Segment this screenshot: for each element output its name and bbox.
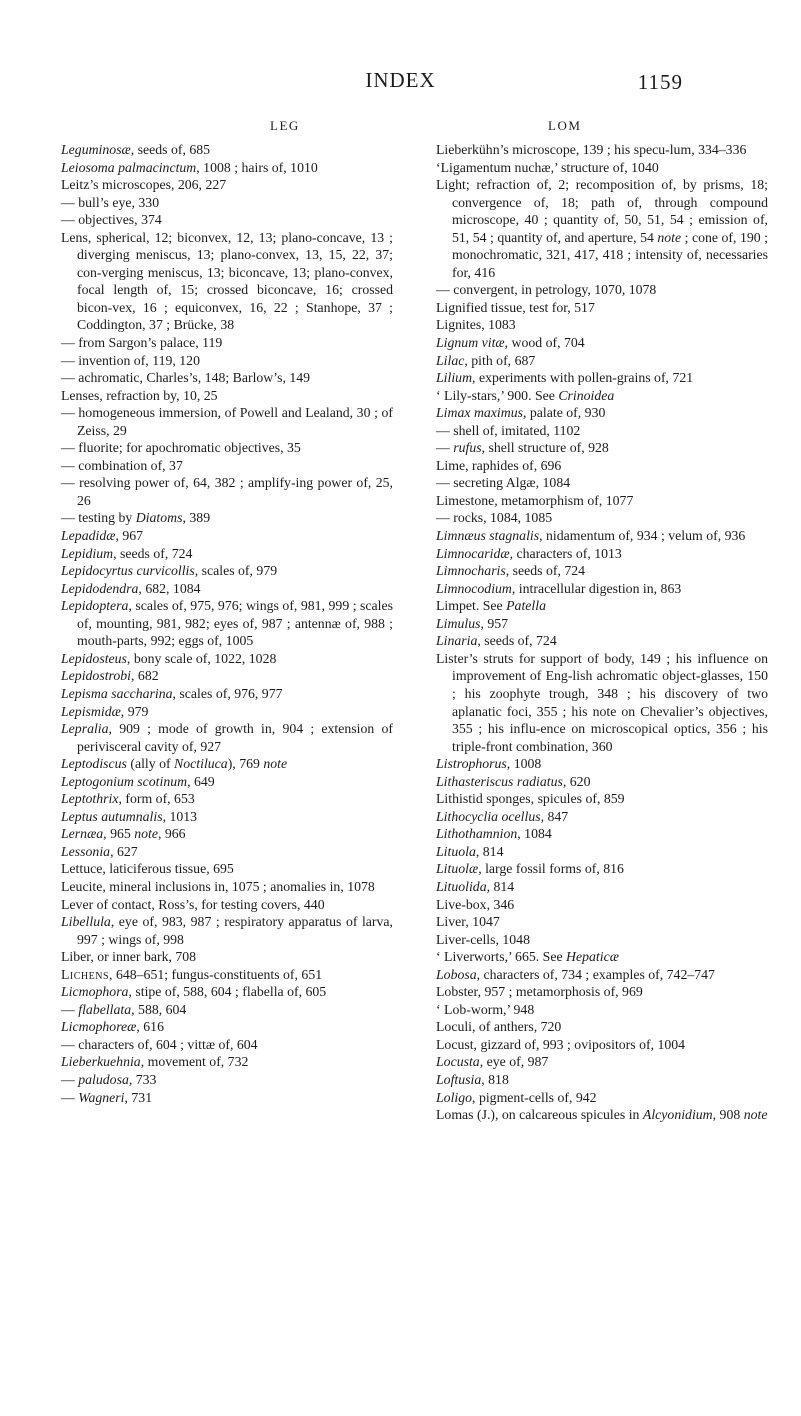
index-entry bbox=[436, 176, 768, 281]
entry-text: , 649 bbox=[187, 773, 215, 789]
entry-text: — combination of, 37 bbox=[61, 457, 183, 473]
entry-text: Lithistid sponges, spicules of, 859 bbox=[436, 791, 625, 807]
index-entry bbox=[436, 545, 768, 563]
index-entry bbox=[61, 913, 393, 948]
entry-italic-text: Libellula bbox=[61, 914, 111, 930]
entry-text: , pith of, 687 bbox=[464, 352, 536, 368]
entry-italic-text: Locusta bbox=[436, 1054, 480, 1070]
index-entry bbox=[436, 983, 768, 1001]
index-entry bbox=[61, 439, 393, 457]
entry-italic-text: Loligo bbox=[436, 1089, 473, 1105]
entry-italic-text: flabellata bbox=[78, 1001, 132, 1017]
entry-italic-text: Limnæus stagnalis bbox=[436, 528, 540, 544]
entry-text: , wood of, 704 bbox=[504, 335, 585, 351]
entry-italic-text: Lithocyclia ocellus bbox=[436, 808, 541, 824]
entry-text: , scales of, 979 bbox=[194, 563, 278, 579]
index-entry bbox=[61, 966, 393, 984]
entry-text: , seeds of, 724 bbox=[113, 545, 193, 561]
index-entry bbox=[436, 509, 768, 527]
index-entry bbox=[61, 334, 393, 352]
index-entry bbox=[61, 211, 393, 229]
entry-text: — bbox=[61, 1071, 79, 1087]
entry-text: , stipe of, 588, 604 ; flabella of, 605 bbox=[128, 984, 327, 1000]
entry-italic-text: Lituolida bbox=[436, 878, 487, 894]
entry-text: — objectives, 374 bbox=[61, 212, 162, 228]
entry-text: Lime, raphides of, 696 bbox=[436, 457, 562, 473]
entry-text: ), 769 bbox=[227, 756, 264, 772]
entry-italic-text: Lignum vitæ bbox=[436, 335, 505, 351]
index-entry bbox=[436, 316, 768, 334]
index-entry bbox=[436, 896, 768, 914]
entry-text: , 627 bbox=[110, 843, 138, 859]
entry-text: — bbox=[61, 1001, 79, 1017]
entry-text: ‘ Lily-stars,’ 900. See bbox=[436, 387, 559, 403]
entry-italic-text: Noctiluca bbox=[174, 756, 228, 772]
entry-text: Live-box, 346 bbox=[436, 896, 515, 912]
index-entry bbox=[61, 352, 393, 370]
entry-text: , 966 bbox=[157, 826, 186, 842]
entry-italic-text: Leptogonium scotinum bbox=[61, 773, 188, 789]
index-entry bbox=[436, 931, 768, 949]
index-column-left bbox=[61, 141, 393, 1106]
entry-text: — convergent, in petrology, 1070, 1078 bbox=[436, 282, 657, 298]
entry-italic-text: note bbox=[263, 756, 288, 772]
entry-text: Limestone, metamorphism of, 1077 bbox=[436, 492, 634, 508]
entry-text: Lenses, refraction by, 10, 25 bbox=[61, 387, 218, 403]
entry-text: — homogeneous immersion, of Powell and Lealand, 30 ; of Zeiss, 29 bbox=[61, 405, 393, 438]
catchword-left: LEG bbox=[270, 118, 300, 133]
entry-italic-text: Linaria bbox=[436, 633, 478, 649]
index-entry bbox=[436, 1053, 768, 1071]
entry-text: , 967 bbox=[115, 528, 144, 544]
entry-italic-text: Diatoms bbox=[135, 510, 183, 526]
entry-italic-text: Lieberkuehnia bbox=[61, 1054, 141, 1070]
index-entry bbox=[436, 439, 768, 457]
entry-italic-text: Loftusia bbox=[436, 1071, 482, 1087]
entry-text: , nidamentum of, 934 ; velum of, 936 bbox=[539, 528, 746, 544]
entry-text: — bull’s eye, 330 bbox=[61, 194, 160, 210]
entry-text: , 1084 bbox=[517, 826, 552, 842]
index-entry bbox=[61, 457, 393, 475]
entry-italic-text: Lepismidæ bbox=[61, 703, 121, 719]
entry-italic-text: Lernæa bbox=[61, 826, 104, 842]
running-head bbox=[0, 68, 801, 98]
index-entry bbox=[436, 352, 768, 370]
entry-italic-text: Leiosoma palmacinctum bbox=[61, 159, 197, 175]
entry-text: — testing by bbox=[61, 510, 136, 526]
index-entry bbox=[61, 790, 393, 808]
entry-text: , 1013 bbox=[162, 808, 198, 824]
entry-text: , characters of, 1013 bbox=[509, 545, 622, 561]
entry-text: , 818 bbox=[481, 1071, 509, 1087]
entry-text: , 682, 1084 bbox=[138, 580, 201, 596]
entry-text: , 1008 bbox=[506, 756, 542, 772]
entry-italic-text: Limax maximus bbox=[436, 405, 523, 421]
entry-text: Liver, 1047 bbox=[436, 914, 500, 930]
index-entry bbox=[436, 159, 768, 177]
index-entry bbox=[436, 913, 768, 931]
index-entry bbox=[436, 404, 768, 422]
entry-italic-text: Leptus autumnalis bbox=[61, 808, 163, 824]
entry-italic-text: Hepaticæ bbox=[566, 949, 619, 965]
entry-text: , 965 bbox=[103, 826, 135, 842]
entry-text: , 847 bbox=[540, 808, 569, 824]
index-entry bbox=[436, 650, 768, 755]
index-entry bbox=[436, 843, 768, 861]
entry-italic-text: Lepadidæ bbox=[61, 528, 116, 544]
entry-italic-text: Lepisma saccharina bbox=[61, 685, 173, 701]
index-entry bbox=[436, 457, 768, 475]
index-entry bbox=[61, 755, 393, 773]
index-entry bbox=[61, 667, 393, 685]
index-entry bbox=[61, 703, 393, 721]
entry-italic-text: Lobosa bbox=[436, 966, 477, 982]
index-entry bbox=[61, 159, 393, 177]
entry-text: ; cone of, 190 ; monochromatic, 321, 417, 418 ; intensity of, necessaries for, 416 bbox=[452, 229, 768, 280]
index-entry bbox=[61, 229, 393, 334]
index-entry bbox=[436, 422, 768, 440]
entry-text: , seeds of, 724 bbox=[505, 563, 586, 579]
entry-italic-text: note bbox=[134, 826, 158, 842]
index-entry bbox=[436, 773, 768, 791]
index-entry bbox=[436, 299, 768, 317]
index-entry bbox=[61, 176, 393, 194]
entry-text: Lieberkühn’s microscope, 139 ; his specu-lum, 334–336 bbox=[436, 142, 747, 157]
entry-text: , eye of, 983, 987 ; respiratory apparatus of larva, 997 ; wings of, 998 bbox=[77, 914, 393, 947]
entry-text: ‘Ligamentum nuchæ,’ structure of, 1040 bbox=[436, 159, 659, 175]
entry-italic-text: Leptodiscus bbox=[61, 756, 127, 772]
entry-text: — bbox=[61, 1089, 79, 1105]
index-entry bbox=[61, 650, 393, 668]
entry-italic-text: Lilac bbox=[436, 352, 465, 368]
entry-italic-text: Limulus bbox=[436, 615, 481, 631]
index-entry bbox=[61, 1053, 393, 1071]
entry-text: ‘ Liverworts,’ 665. See bbox=[436, 949, 567, 965]
entry-italic-text: Lepidosteus bbox=[61, 650, 127, 666]
entry-italic-text: Crinoidea bbox=[558, 387, 615, 403]
index-entry bbox=[436, 492, 768, 510]
index-entry bbox=[436, 281, 768, 299]
index-entry bbox=[436, 632, 768, 650]
index-entry bbox=[436, 825, 768, 843]
index-entry bbox=[436, 790, 768, 808]
entry-text: , 731 bbox=[124, 1089, 153, 1105]
index-entry bbox=[436, 369, 768, 387]
entry-italic-text: Leguminosæ bbox=[61, 142, 131, 157]
index-entry bbox=[436, 141, 768, 159]
entry-italic-text: Listrophorus bbox=[436, 756, 507, 772]
index-entry bbox=[436, 1001, 768, 1019]
entry-text: , 648–651; fungus-constituents of, 651 bbox=[109, 966, 323, 982]
index-entry bbox=[436, 755, 768, 773]
index-entry bbox=[436, 527, 768, 545]
index-entry bbox=[61, 527, 393, 545]
entry-text: , scales of, 975, 976; wings of, 981, 999 ; scales of, mounting, 981, 982; eyes of, 987 ; antennæ of, 988 ; mouth-parts, 992; eggs of, 1005 bbox=[77, 598, 393, 649]
index-entry bbox=[61, 983, 393, 1001]
index-entry bbox=[61, 404, 393, 439]
entry-text: Lister’s struts for support of body, 149 ; his influence on improvement of Eng-lish achromatic object-glasses, 150 ; his zoophyte trough, 348 ; his discovery of two aplanatic foci, 355 ; his note on Chevalier’s objectives, 355 ; his influ-ence on microscopical optics, 356 ; his triple-front combination, 360 bbox=[436, 650, 768, 754]
index-entry bbox=[61, 194, 393, 212]
entry-text: , 979 bbox=[120, 703, 149, 719]
index-entry bbox=[61, 685, 393, 703]
index-entry bbox=[61, 808, 393, 826]
entry-text: , 908 bbox=[712, 1107, 744, 1123]
entry-text: , 682 bbox=[131, 668, 159, 684]
entry-italic-text: Lithothamnion bbox=[436, 826, 518, 842]
entry-text: (ally of bbox=[126, 756, 175, 772]
entry-italic-text: Lepralia bbox=[61, 721, 109, 737]
entry-text: — resolving power of, 64, 382 ; amplify-ing power of, 25, 26 bbox=[61, 475, 393, 508]
entry-text: , bony scale of, 1022, 1028 bbox=[126, 650, 277, 666]
entry-text: , experiments with pollen-grains of, 721 bbox=[472, 370, 694, 386]
entry-text: , 616 bbox=[136, 1019, 164, 1035]
entry-italic-text: rufus bbox=[453, 440, 482, 456]
index-entry bbox=[61, 1089, 393, 1107]
index-entry bbox=[436, 860, 768, 878]
entry-text: Limpet. See bbox=[436, 598, 507, 614]
entry-text: , 814 bbox=[475, 843, 504, 859]
entry-text: , eye of, 987 bbox=[479, 1054, 549, 1070]
index-entry bbox=[436, 580, 768, 598]
index-entry bbox=[436, 615, 768, 633]
index-entry bbox=[61, 369, 393, 387]
entry-italic-text: Lilium bbox=[436, 370, 473, 386]
entry-italic-text: Alcyonidium bbox=[642, 1107, 713, 1123]
entry-text: , large fossil forms of, 816 bbox=[478, 861, 624, 877]
entry-text: — rocks, 1084, 1085 bbox=[436, 510, 553, 526]
index-entry bbox=[436, 1106, 768, 1124]
index-entry bbox=[61, 948, 393, 966]
entry-italic-text: Lepidostrobi bbox=[61, 668, 132, 684]
entry-text: — fluorite; for apochromatic objectives, 35 bbox=[61, 440, 301, 456]
entry-text: Liver-cells, 1048 bbox=[436, 931, 530, 947]
entry-text: , shell structure of, 928 bbox=[481, 440, 609, 456]
entry-text: , 588, 604 bbox=[131, 1001, 187, 1017]
index-entry bbox=[61, 509, 393, 527]
index-entry bbox=[436, 562, 768, 580]
entry-text: Leucite, mineral inclusions in, 1075 ; anomalies in, 1078 bbox=[61, 878, 375, 894]
index-entry bbox=[436, 1089, 768, 1107]
entry-italic-text: Lituola bbox=[436, 843, 476, 859]
index-entry bbox=[61, 720, 393, 755]
entry-italic-text: Limnocharis bbox=[436, 563, 506, 579]
entry-italic-text: note bbox=[657, 229, 682, 245]
entry-text: — characters of, 604 ; vittæ of, 604 bbox=[61, 1036, 258, 1052]
entry-text: , 1008 ; hairs of, 1010 bbox=[196, 159, 318, 175]
entry-text: , 389 bbox=[182, 510, 211, 526]
index-entry bbox=[61, 1071, 393, 1089]
entry-italic-text: Wagneri bbox=[78, 1089, 125, 1105]
index-entry bbox=[436, 1071, 768, 1089]
entry-text: , intracellular digestion in, 863 bbox=[511, 580, 682, 596]
entry-italic-text: Lithasteriscus radiatus bbox=[436, 773, 563, 789]
index-entry bbox=[61, 1036, 393, 1054]
entry-italic-text: Leptothrix bbox=[61, 791, 119, 807]
catchword-right: LOM bbox=[548, 118, 582, 133]
entry-text: — bbox=[436, 440, 454, 456]
entry-text: — secreting Algæ, 1084 bbox=[436, 475, 571, 491]
entry-text: , seeds of, 685 bbox=[130, 142, 211, 157]
index-entry bbox=[436, 966, 768, 984]
index-entry bbox=[61, 597, 393, 650]
entry-italic-text: paludosa bbox=[78, 1071, 129, 1087]
entry-text: , palate of, 930 bbox=[523, 405, 606, 421]
index-entry bbox=[61, 545, 393, 563]
entry-text: , characters of, 734 ; examples of, 742–747 bbox=[476, 966, 715, 982]
entry-text: Liber, or inner bark, 708 bbox=[61, 949, 197, 965]
entry-text: , 909 ; mode of growth in, 904 ; extension of perivisceral cavity of, 927 bbox=[77, 721, 393, 754]
entry-text: , 814 bbox=[486, 878, 515, 894]
entry-italic-text: Lepidodendra bbox=[61, 580, 139, 596]
index-entry bbox=[61, 141, 393, 159]
entry-italic-text: Limnocaridæ bbox=[436, 545, 510, 561]
entry-text: — from Sargon’s palace, 119 bbox=[61, 335, 223, 351]
index-entry bbox=[61, 878, 393, 896]
entry-text: Lever of contact, Ross’s, for testing covers, 440 bbox=[61, 896, 325, 912]
index-entry bbox=[61, 860, 393, 878]
entry-text: , 957 bbox=[480, 615, 509, 631]
index-entry bbox=[436, 808, 768, 826]
entry-italic-text: note bbox=[743, 1107, 768, 1123]
page-title: INDEX bbox=[365, 68, 436, 92]
index-entry bbox=[61, 825, 393, 843]
entry-text: , movement of, 732 bbox=[140, 1054, 249, 1070]
entry-italic-text: Lituolæ bbox=[436, 861, 479, 877]
entry-italic-text: Patella bbox=[506, 598, 546, 614]
entry-text: , pigment-cells of, 942 bbox=[472, 1089, 597, 1105]
entry-text: Locust, gizzard of, 993 ; ovipositors of, 1004 bbox=[436, 1036, 686, 1052]
entry-text: , seeds of, 724 bbox=[477, 633, 557, 649]
entry-text: , form of, 653 bbox=[118, 791, 195, 807]
page-number: 1159 bbox=[637, 70, 683, 94]
index-entry bbox=[436, 474, 768, 492]
index-entry bbox=[61, 1001, 393, 1019]
entry-italic-text: Lepidium bbox=[61, 545, 114, 561]
entry-text: ‘ Lob-worm,’ 948 bbox=[436, 1001, 535, 1017]
index-entry bbox=[436, 1036, 768, 1054]
entry-text: , 620 bbox=[562, 773, 591, 789]
catchwords bbox=[0, 118, 801, 138]
entry-text: Leitz’s microscopes, 206, 227 bbox=[61, 177, 227, 193]
index-entry bbox=[436, 334, 768, 352]
index-entry bbox=[61, 474, 393, 509]
entry-italic-text: Lepidoptera bbox=[61, 598, 129, 614]
entry-italic-text: Licmophora bbox=[61, 984, 129, 1000]
entry-text: Light; refraction of, 2; recomposition of, by prisms, 18; convergence of, 18; path of, through compound microscope, 40 ; quantity of, 50, 51, 54 ; emission of, 51, 54 ; quantity of, and aperture, 54 bbox=[436, 177, 768, 245]
index-entry bbox=[61, 896, 393, 914]
entry-text: — shell of, imitated, 1102 bbox=[436, 422, 581, 438]
index-entry bbox=[61, 1018, 393, 1036]
entry-text: Lichens bbox=[61, 966, 110, 982]
index-column-right bbox=[436, 141, 768, 1124]
index-entry bbox=[436, 1018, 768, 1036]
index-entry bbox=[436, 948, 768, 966]
index-entry bbox=[436, 597, 768, 615]
entry-italic-text: Licmophoreæ bbox=[61, 1019, 137, 1035]
entry-text: , scales of, 976, 977 bbox=[172, 685, 283, 701]
entry-text: Lignified tissue, test for, 517 bbox=[436, 299, 595, 315]
entry-text: Lobster, 957 ; metamorphosis of, 969 bbox=[436, 984, 643, 1000]
entry-text: Lens, spherical, 12; biconvex, 12, 13; plano-concave, 13 ; diverging meniscus, 13; plano-convex, 13, 15, 22, 37; con-verging meniscus, 13; biconcave, 13; plano-convex, focal length of, 15; crossed biconcave, 16; crossed bicon-vex, 16 ; equiconvex, 16, 22 ; Stanhope, 37 ; Coddington, 37 ; Brücke, 38 bbox=[61, 229, 393, 333]
entry-text: Lignites, 1083 bbox=[436, 317, 516, 333]
entry-italic-text: Limnocodium bbox=[436, 580, 512, 596]
index-entry bbox=[61, 387, 393, 405]
entry-text: — achromatic, Charles’s, 148; Barlow’s, 149 bbox=[61, 370, 311, 386]
index-entry bbox=[61, 773, 393, 791]
index-entry bbox=[436, 387, 768, 405]
entry-text: Lettuce, laticiferous tissue, 695 bbox=[61, 861, 234, 877]
entry-text: — invention of, 119, 120 bbox=[61, 352, 200, 368]
entry-italic-text: Lepidocyrtus curvicollis bbox=[61, 563, 195, 579]
index-entry bbox=[436, 878, 768, 896]
index-entry bbox=[61, 843, 393, 861]
entry-italic-text: Lessonia bbox=[61, 843, 111, 859]
index-entry bbox=[61, 580, 393, 598]
index-entry bbox=[61, 562, 393, 580]
entry-text: Lomas (J.), on calcareous spicules in bbox=[436, 1107, 643, 1123]
entry-text: Loculi, of anthers, 720 bbox=[436, 1019, 562, 1035]
entry-text: , 733 bbox=[128, 1071, 157, 1087]
